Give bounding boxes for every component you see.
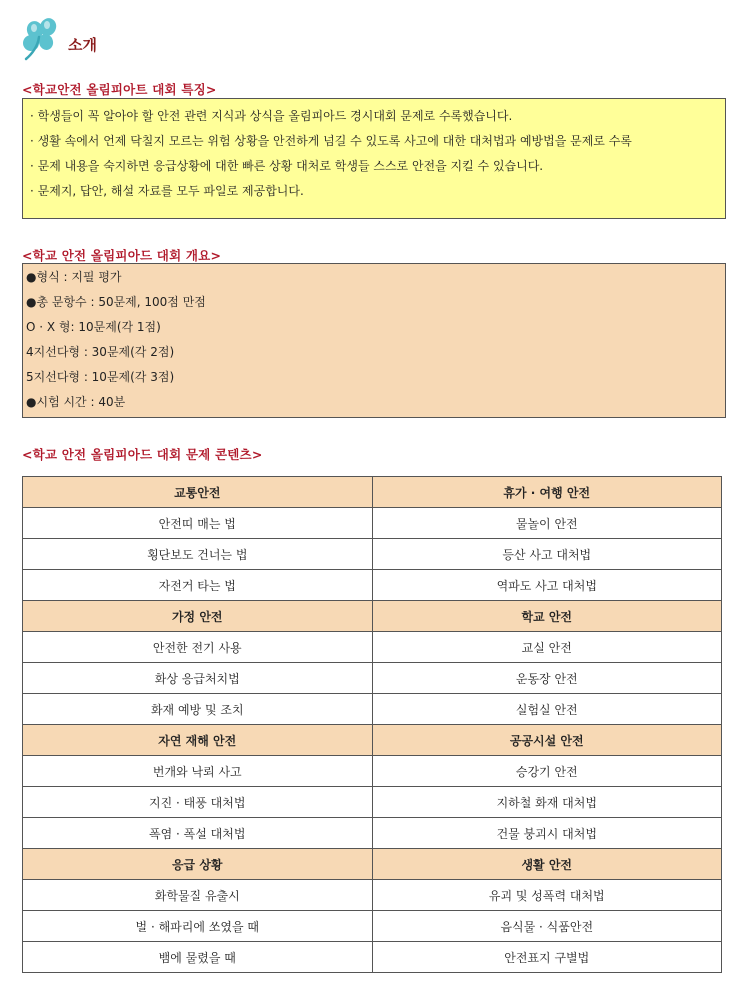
topic-cell: 건물 붕괴시 대처법	[372, 818, 722, 849]
topic-cell: 지진 · 태풍 대처법	[23, 787, 373, 818]
topic-cell: 안전띠 매는 법	[23, 508, 373, 539]
topic-cell: 횡단보도 건너는 법	[23, 539, 373, 570]
clover-icon	[20, 16, 68, 62]
overview-line: ●시험 시간 : 40분	[26, 395, 126, 409]
table-row	[23, 508, 722, 539]
topic-cell: 승강기 안전	[372, 756, 722, 787]
category-heading-cell: 교통안전	[23, 477, 373, 508]
category-heading-cell: 휴가 · 여행 안전	[372, 477, 722, 508]
topic-cell: 화상 응급처치법	[23, 663, 373, 694]
table-row	[23, 911, 722, 942]
overview-line: 4지선다형 : 30문제(각 2점)	[26, 345, 175, 359]
topic-cell: 벌 · 해파리에 쏘였을 때	[23, 911, 373, 942]
topic-cell: 음식물 · 식품안전	[372, 911, 722, 942]
table-row	[23, 787, 722, 818]
features-line: · 학생들이 꼭 알아야 할 안전 관련 지식과 상식을 올림피아드 경시대회 문제로 수록했습니다.	[30, 109, 513, 123]
features-box	[22, 98, 726, 219]
table-row	[23, 632, 722, 663]
table-row	[23, 818, 722, 849]
topic-cell: 교실 안전	[372, 632, 722, 663]
page-title: 소개	[68, 35, 97, 54]
table-row	[23, 694, 722, 725]
table-row	[23, 663, 722, 694]
table-category-row	[23, 849, 722, 880]
table-category-row	[23, 725, 722, 756]
overview-title: <학교 안전 올림피아드 대회 개요>	[22, 248, 222, 263]
table-row	[23, 539, 722, 570]
topic-cell: 유괴 및 성폭력 대처법	[372, 880, 722, 911]
overview-line: O · X 형: 10문제(각 1점)	[26, 320, 161, 334]
table-row	[23, 880, 722, 911]
topic-cell: 실험실 안전	[372, 694, 722, 725]
topic-cell: 안전한 전기 사용	[23, 632, 373, 663]
topic-cell: 지하철 화재 대처법	[372, 787, 722, 818]
table-row	[23, 756, 722, 787]
topic-cell: 물놀이 안전	[372, 508, 722, 539]
table-category-row	[23, 477, 722, 508]
topic-cell: 뱀에 물렸을 때	[23, 942, 373, 973]
table-row	[23, 570, 722, 601]
overview-line: 5지선다형 : 10문제(각 3점)	[26, 370, 175, 384]
table-row	[23, 942, 722, 973]
topic-cell: 화학물질 유출시	[23, 880, 373, 911]
topic-cell: 등산 사고 대처법	[372, 539, 722, 570]
page-header	[20, 16, 97, 62]
features-line: · 생활 속에서 언제 닥칠지 모르는 위험 상황을 안전하게 넘길 수 있도록 사고에 대한 대처법과 예방법을 문제로 수록	[30, 134, 632, 148]
features-line: · 문제 내용을 숙지하면 응급상황에 대한 빠른 상황 대처로 학생들 스스로 안전을 지킬 수 있습니다.	[30, 159, 544, 173]
features-line: · 문제지, 답안, 해설 자료를 모두 파일로 제공합니다.	[30, 184, 304, 198]
category-heading-cell: 가정 안전	[23, 601, 373, 632]
category-heading-cell: 생활 안전	[372, 849, 722, 880]
category-heading-cell: 자연 재해 안전	[23, 725, 373, 756]
topic-cell: 역파도 사고 대처법	[372, 570, 722, 601]
topic-cell: 화재 예방 및 조치	[23, 694, 373, 725]
overview-line: ●형식 : 지필 평가	[26, 270, 122, 284]
category-heading-cell: 공공시설 안전	[372, 725, 722, 756]
overview-line: ●총 문항수 : 50문제, 100점 만점	[26, 295, 206, 309]
topic-cell: 폭염 · 폭설 대처법	[23, 818, 373, 849]
category-heading-cell: 학교 안전	[372, 601, 722, 632]
contents-title: <학교 안전 올림피아드 대회 문제 콘텐츠>	[22, 447, 263, 462]
topic-cell: 안전표지 구별법	[372, 942, 722, 973]
topic-cell: 자전거 타는 법	[23, 570, 373, 601]
table-category-row	[23, 601, 722, 632]
contents-table	[22, 476, 722, 973]
topic-cell: 운동장 안전	[372, 663, 722, 694]
topic-cell: 번개와 낙뢰 사고	[23, 756, 373, 787]
overview-box	[22, 263, 726, 418]
category-heading-cell: 응급 상황	[23, 849, 373, 880]
features-title: <학교안전 올림피아트 대회 특징>	[22, 82, 217, 97]
